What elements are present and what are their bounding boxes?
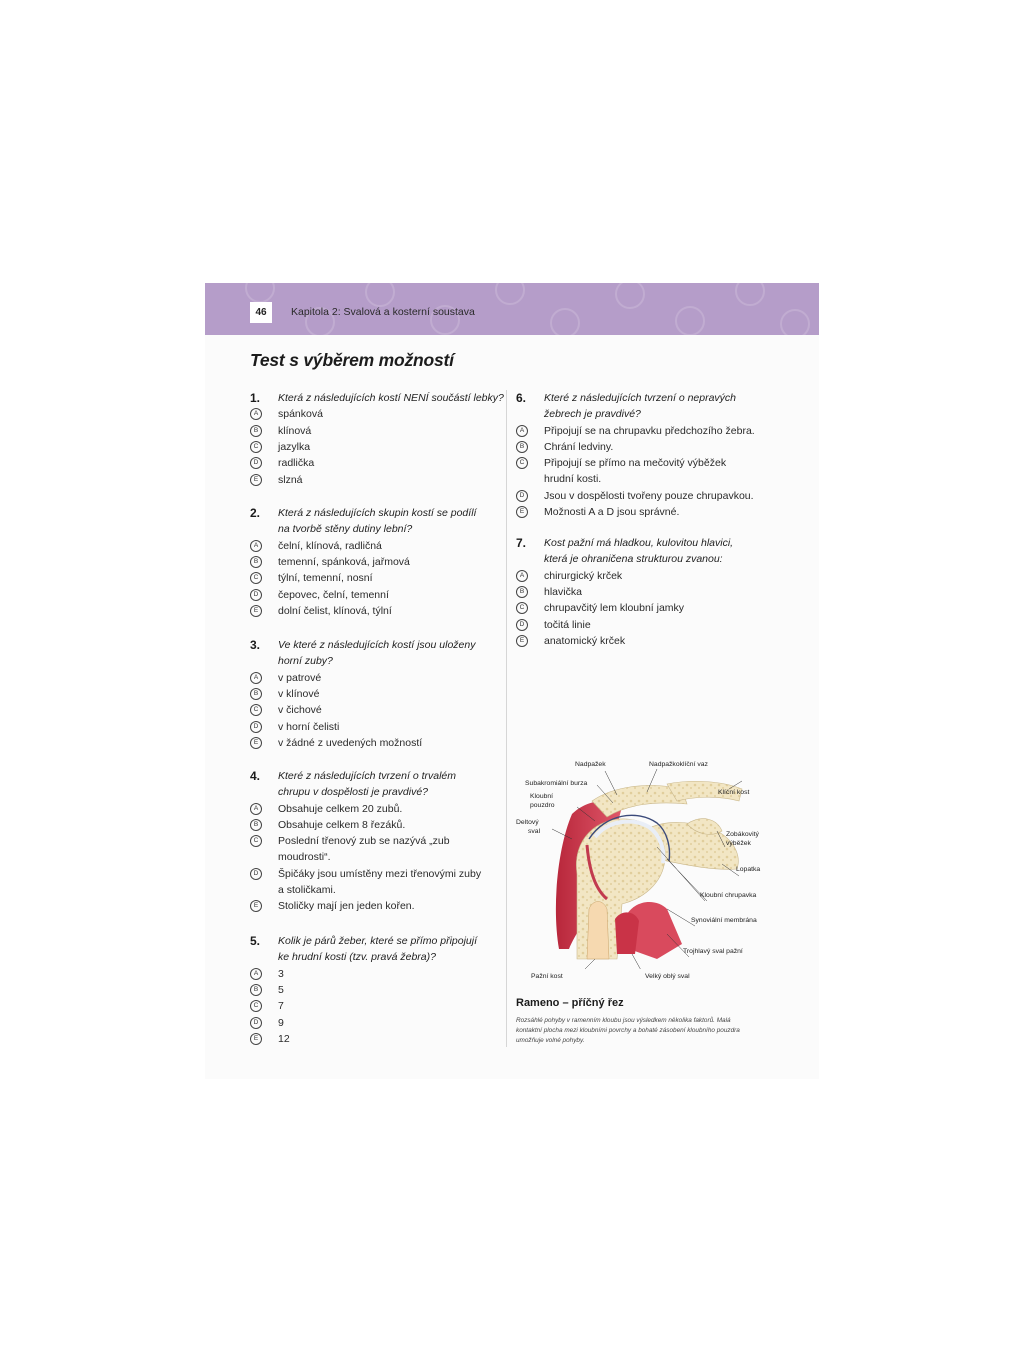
option-text: [544, 423, 755, 439]
option-letter-circle: E: [516, 635, 528, 647]
label-klicni-kost: Klíční kost: [718, 789, 750, 796]
option-letter-circle: E: [250, 737, 262, 749]
option-text-line: Možnosti A a D jsou správné.: [544, 506, 680, 519]
option-text-line: Obsahuje celkem 8 řezáků.: [278, 818, 406, 831]
question-text: [544, 535, 733, 568]
label-deltovy-sval-2: sval: [528, 828, 541, 835]
option-text-line: Poslední třenový zub se nazývá „zub: [278, 835, 450, 848]
option-letter-circle: B: [250, 819, 262, 831]
question-text: [278, 933, 477, 966]
question-number: 5.: [250, 934, 261, 948]
option-text: [278, 472, 303, 488]
option-text-line: 3: [278, 967, 284, 980]
question-text: [278, 505, 476, 538]
option-text: [278, 538, 382, 554]
label-kloubni-pouzdro-2: pouzdro: [530, 802, 555, 809]
option-text: [278, 587, 389, 603]
label-subakromialni-burza: Subakromiální burza: [525, 780, 588, 787]
label-nadpazkoklicni-vaz: Nadpažkoklíční vaz: [649, 761, 708, 768]
option-text-line: spánková: [278, 408, 323, 421]
caption-line: umožňuje volné pohyby.: [516, 1037, 585, 1044]
option-letter-circle: A: [250, 968, 262, 980]
label-pazni-kost: Pažní kost: [531, 973, 563, 980]
option-text-line: radlička: [278, 457, 315, 470]
decor-circle: [780, 309, 810, 335]
option-text-line: v horní čelisti: [278, 720, 340, 733]
option-text-line: v patrové: [278, 671, 322, 684]
question-text-line: Kolik je párů žeber, které se přímo připojují: [278, 935, 478, 947]
option-text-line: slzná: [278, 473, 303, 486]
option-text-line: v žádné z uvedených možností: [278, 736, 423, 749]
option-text: [278, 570, 373, 586]
option-letter-circle: B: [250, 688, 262, 700]
page-title: Test s výběrem možností: [250, 350, 454, 370]
option-letter-circle: B: [250, 556, 262, 568]
option-text-line: Stoličky mají jen jeden kořen.: [278, 900, 415, 913]
option-text-line: Jsou v dospělosti tvořeny pouze chrupavkou.: [544, 489, 754, 502]
label-deltovy-sval: Deltový: [516, 819, 539, 826]
option-letter-circle: D: [250, 1017, 262, 1029]
option-text-line: Připojují se přímo na mečovitý výběžek: [544, 457, 727, 470]
option-text: [544, 600, 684, 616]
question-text-line: Které z následujících tvrzení o trvalém: [278, 770, 456, 782]
option-letter-circle: C: [250, 572, 262, 584]
option-text: [278, 898, 415, 914]
option-letter-circle: A: [250, 408, 262, 420]
option-text-line: hlavička: [544, 585, 582, 598]
question-text-line: chrupu v dospělosti je pravdivé?: [278, 786, 429, 799]
option-letter-circle: D: [516, 490, 528, 502]
question-text-line: horní zuby?: [278, 655, 333, 668]
label-kloubni-chrupavka: Kloubní chrupavka: [700, 892, 757, 899]
option-text: [278, 801, 402, 817]
option-text-line: klínová: [278, 424, 312, 437]
option-letter-circle: C: [250, 704, 262, 716]
option-text-line: týlní, temenní, nosní: [278, 572, 373, 585]
option-letter-circle: E: [516, 506, 528, 518]
label-synovialni-membrana: Synoviální membrána: [691, 917, 757, 924]
option-text: [278, 966, 284, 982]
figure-title: Rameno – příčný řez: [516, 997, 624, 1009]
question-number: 2.: [250, 506, 261, 520]
question-number: 6.: [516, 391, 527, 405]
option-text-line: temenní, spánková, jařmová: [278, 555, 410, 568]
option-letter-circle: E: [250, 900, 262, 912]
option-text-line: chrupavčitý lem kloubní jamky: [544, 602, 685, 615]
decor-circle: [365, 283, 395, 307]
option-letter-circle: A: [250, 540, 262, 552]
option-text: [278, 603, 392, 619]
option-letter-circle: D: [250, 868, 262, 880]
option-text-line: 5: [278, 983, 284, 996]
option-letter-circle: B: [250, 425, 262, 437]
option-text-line: jazylka: [278, 440, 311, 453]
label-zobakovity-vybezek-2: výběžek: [726, 840, 751, 847]
option-text-line: Obsahuje celkem 20 zubů.: [278, 802, 403, 815]
option-text: [278, 406, 323, 422]
question-text: [278, 637, 475, 670]
question-number: 1.: [250, 391, 261, 405]
option-letter-circle: C: [516, 602, 528, 614]
option-text: [278, 670, 321, 686]
question-text: [544, 390, 736, 423]
question-text-line: na tvorbě stěny dutiny lební?: [278, 523, 413, 536]
question-text-line: ke hrudní kosti (tzv. pravá žebra)?: [278, 951, 436, 964]
option-text-line: dolní čelist, klínová, týlní: [278, 604, 392, 617]
caption-line: kontaktní plocha mezi kloubními povrchy a bohaté zásobení kloubního pouzdra: [516, 1027, 740, 1034]
decor-circle: [615, 283, 645, 309]
chapter-title: Kapitola 2: Svalová a kosterní soustava: [291, 306, 475, 318]
question-text-line: Která z následujících skupin kostí se podílí: [278, 507, 477, 519]
teres-major: [615, 912, 639, 954]
question-text-line: Kost pažní má hladkou, kulovitou hlavici,: [544, 537, 734, 549]
option-text-line: v klínové: [278, 687, 320, 700]
label-velky-obly-sval: Velký oblý sval: [645, 973, 690, 980]
label-kloubni-pouzdro: Kloubní: [530, 793, 554, 800]
option-letter-circle: A: [250, 803, 262, 815]
question-text-line: Které z následujících tvrzení o nepravých: [544, 392, 737, 404]
page-number: 46: [250, 302, 272, 323]
option-text-line: Špičáky jsou umístěny mezi třenovými zuby: [278, 867, 482, 880]
option-text-line: Připojují se na chrupavku předchozího žebra.: [544, 424, 755, 437]
option-letter-circle: D: [250, 457, 262, 469]
option-letter-circle: B: [516, 441, 528, 453]
label-nadpazek: Nadpažek: [575, 761, 606, 768]
question-number: 4.: [250, 769, 261, 783]
question-text: [278, 390, 504, 406]
option-text: [278, 735, 422, 751]
caption-line: Rozsáhlé pohyby v ramenním kloubu jsou výsledkem několika faktorů. Malá: [516, 1017, 731, 1024]
chapter-header: [205, 283, 819, 335]
question-number: 3.: [250, 638, 261, 652]
option-text-line: a stoličkami.: [278, 884, 336, 897]
option-text: [278, 439, 310, 455]
option-text-line: 12: [278, 1032, 290, 1045]
question-number: 7.: [516, 536, 527, 550]
option-text: [278, 833, 450, 866]
option-text-line: chirurgický krček: [544, 569, 623, 582]
option-text: [278, 817, 405, 833]
option-text: [278, 554, 410, 570]
option-letter-circle: A: [250, 672, 262, 684]
option-letter-circle: E: [250, 605, 262, 617]
question-text-line: Ve které z následujících kostí jsou uloženy: [278, 639, 476, 651]
option-text: [544, 633, 625, 649]
option-text: [278, 1015, 284, 1031]
label-zobakovity-vybezek: Zobákovitý: [726, 831, 759, 838]
option-text: [278, 702, 322, 718]
decor-circle: [245, 283, 275, 303]
option-text: [544, 504, 679, 520]
option-letter-circle: D: [250, 721, 262, 733]
option-text-line: moudrosti“.: [278, 851, 331, 864]
option-text-line: anatomický krček: [544, 634, 626, 647]
option-text: [278, 998, 284, 1014]
decor-circle: [495, 283, 525, 305]
option-text: [278, 866, 481, 899]
option-letter-circle: C: [250, 441, 262, 453]
option-letter-circle: A: [516, 570, 528, 582]
column-divider: [506, 390, 507, 1047]
question-text-line: která je ohraničena strukturou zvanou:: [544, 553, 723, 566]
option-text-line: čepovec, čelní, temenní: [278, 588, 389, 601]
option-text-line: hrudní kosti.: [544, 473, 602, 486]
option-text: [278, 1031, 290, 1047]
option-text: [278, 982, 284, 998]
figure-caption: [516, 1016, 766, 1046]
option-text: [544, 617, 591, 633]
decor-circle: [735, 283, 765, 306]
decor-circle: [550, 308, 580, 335]
option-letter-circle: E: [250, 474, 262, 486]
option-text-line: 7: [278, 1000, 284, 1013]
option-letter-circle: A: [516, 425, 528, 437]
textbook-page: [205, 283, 819, 1079]
option-letter-circle: C: [250, 835, 262, 847]
label-trojhlavy-sval: Trojhlavý sval pažní: [683, 948, 743, 955]
option-letter-circle: D: [250, 589, 262, 601]
option-text-line: točitá linie: [544, 618, 591, 631]
option-letter-circle: E: [250, 1033, 262, 1045]
option-text-line: 9: [278, 1016, 284, 1029]
option-text: [544, 568, 622, 584]
option-text-line: Chrání ledviny.: [544, 440, 614, 453]
question-text: [278, 768, 456, 801]
question-text-line: žebrech je pravdivé?: [544, 408, 641, 421]
option-text: [544, 584, 582, 600]
option-text: [544, 455, 726, 488]
option-text: [544, 439, 613, 455]
option-text-line: v čichové: [278, 704, 322, 717]
option-letter-circle: C: [516, 457, 528, 469]
decor-circle: [675, 306, 705, 335]
option-letter-circle: B: [250, 984, 262, 996]
option-text: [278, 686, 319, 702]
label-lopatka: Lopatka: [736, 866, 761, 873]
option-text: [544, 488, 754, 504]
option-text: [278, 455, 314, 471]
option-letter-circle: D: [516, 619, 528, 631]
option-letter-circle: B: [516, 586, 528, 598]
marrow-cavity: [587, 902, 609, 960]
question-text-line: Která z následujících kostí NENÍ součástí lebky?: [278, 392, 504, 404]
option-letter-circle: C: [250, 1000, 262, 1012]
option-text-line: čelní, klínová, radličná: [278, 539, 382, 552]
option-text: [278, 423, 311, 439]
option-text: [278, 719, 339, 735]
